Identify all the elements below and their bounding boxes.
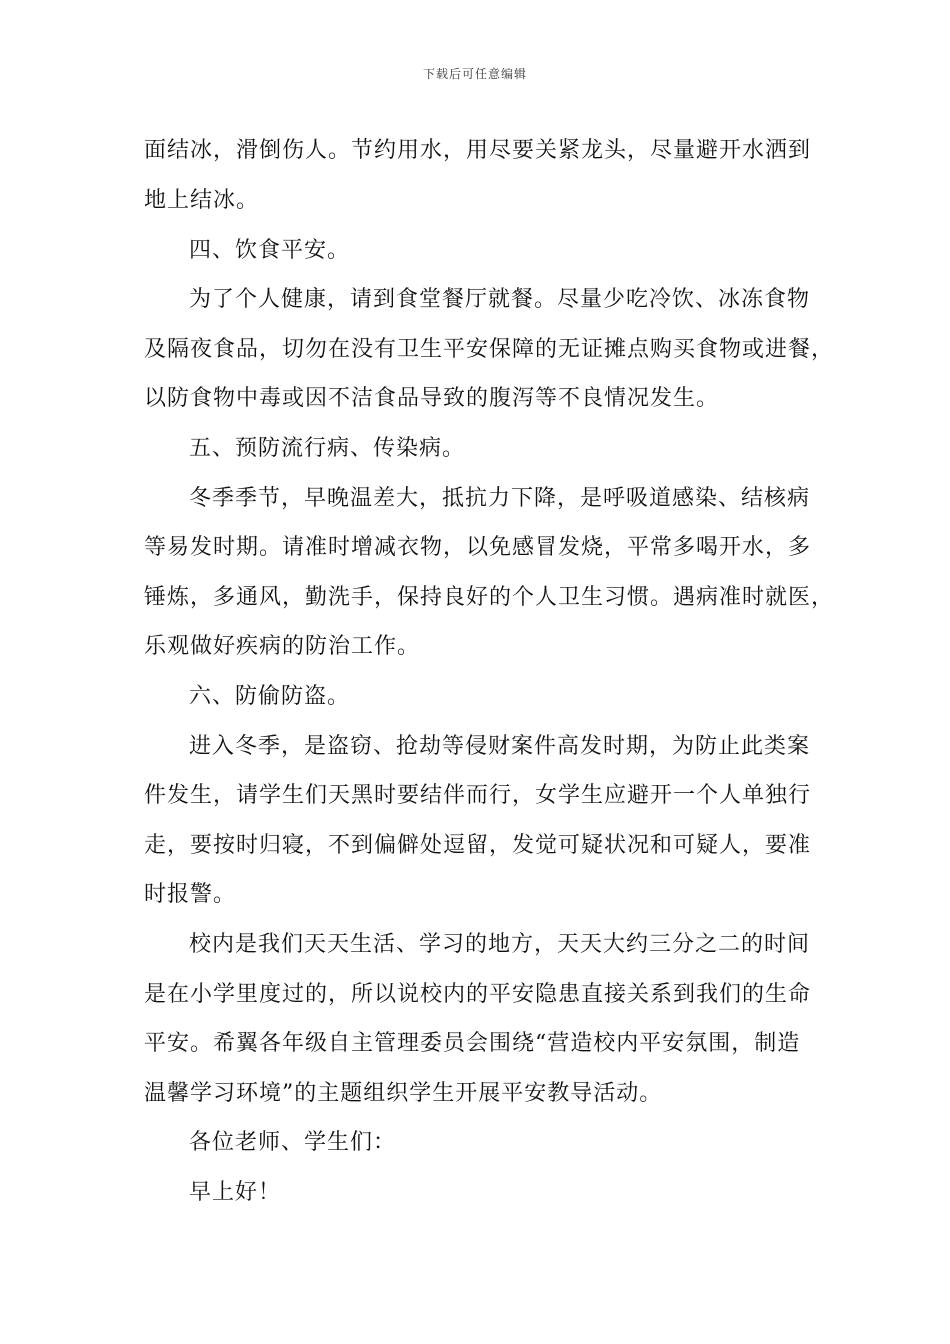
text-line: 件发生，请学生们天黑时要结伴而行，女学生应避开一个人单独行 bbox=[144, 783, 812, 808]
page-header: 下载后可任意编辑 bbox=[422, 67, 527, 81]
text-line: 乐观做好疾病的防治工作。 bbox=[144, 634, 421, 659]
text-line: 平安。希翼各年级自主管理委员会围绕“营造校内平安氛围，制造 bbox=[144, 1031, 801, 1056]
greeting: 早上好！ bbox=[189, 1180, 282, 1205]
text-line: 地上结冰。 bbox=[144, 188, 260, 213]
text-line: 走，要按时归寝，不到偏僻处逗留，发觉可疑状况和可疑人，要准 bbox=[144, 833, 812, 858]
section-heading: 四、饮食平安。 bbox=[189, 238, 351, 263]
text-line: 等易发时期。请准时增减衣物，以免感冒发烧，平常多喝开水，多 bbox=[144, 535, 812, 560]
text-line: 为了个人健康，请到食堂餐厅就餐。尽量少吃冷饮、冰冻食物 bbox=[189, 287, 811, 312]
text-line: 进入冬季，是盗窃、抢劫等侵财案件高发时期，为防止此类案 bbox=[189, 734, 811, 759]
text-line: 是在小学里度过的，所以说校内的平安隐患直接关系到我们的生命 bbox=[144, 982, 812, 1007]
text-line: 面结冰，滑倒伤人。节约用水，用尽要关紧龙头，尽量避开水洒到 bbox=[144, 138, 812, 163]
section-heading: 六、防偷防盗。 bbox=[189, 684, 351, 709]
section-heading: 五、预防流行病、传染病。 bbox=[189, 436, 466, 461]
text-line: 校内是我们天天生活、学习的地方，天天大约三分之二的时间 bbox=[189, 932, 811, 957]
text-line: 温馨学习环境”的主题组织学生开展平安教导活动。 bbox=[144, 1081, 663, 1106]
text-line: 以防食物中毒或因不洁食品导致的腹泻等不良情况发生。 bbox=[144, 386, 720, 411]
text-line: 冬季季节，早晚温差大，抵抗力下降，是呼吸道感染、结核病 bbox=[189, 486, 811, 511]
salutation: 各位老师、学生们： bbox=[189, 1130, 397, 1155]
text-line: 时报警。 bbox=[144, 882, 237, 907]
text-line: 及隔夜食品，切勿在没有卫生平安保障的无证摊点购买食物或进餐， bbox=[144, 337, 835, 362]
text-line: 锤炼，多通风，勤洗手，保持良好的个人卫生习惯。遇病准时就医， bbox=[144, 585, 835, 610]
